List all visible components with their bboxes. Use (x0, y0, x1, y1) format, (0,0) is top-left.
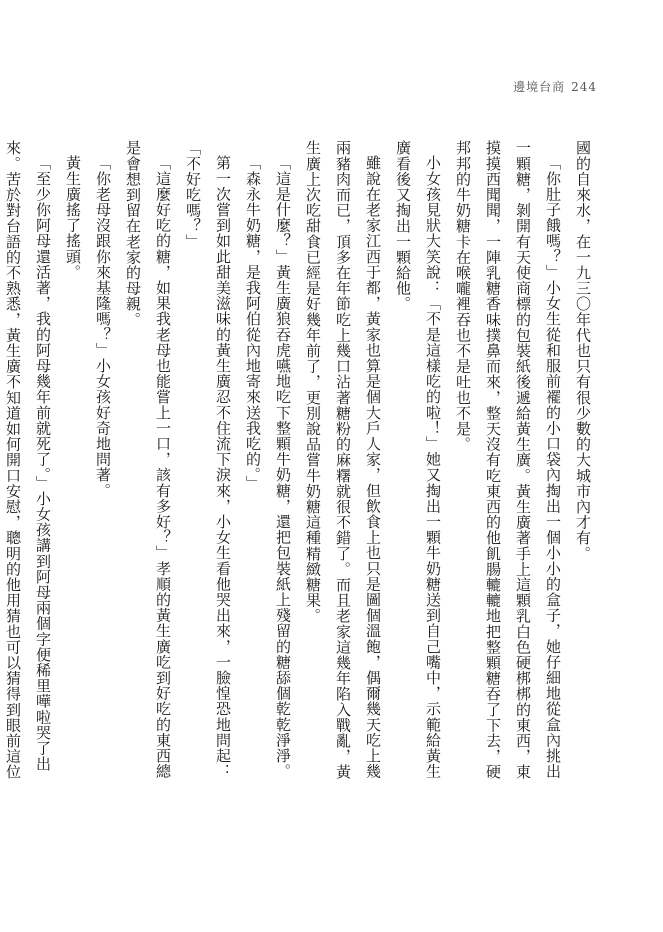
paragraph: 小女孩見狀大笑說：「不是這樣吃的啦！」她又掏出一顆牛奶糖送到自己嘴中，示範給黃生廣看後又掏出一顆給他。 (394, 140, 442, 779)
paragraph: 「這麼好吃的糖，如果我老母也能嘗上一口，該有多好？」孝順的黃生廣吃到好吃的東西總是會想到留在老家的母親。 (124, 140, 172, 779)
vertical-text-body (4, 140, 598, 780)
running-header (513, 78, 597, 95)
paragraph: 第一次嘗到如此甜美滋味的黃生廣忍不住流下淚來，小女生看他哭出來，一臉惶恐地問起：「不好吃嗎？」 (184, 140, 232, 779)
page-number: 244 (571, 80, 597, 94)
paragraph: 黃生廣搖了搖頭。 (64, 155, 82, 280)
paragraph: 雖說在老家江西于都，黃家也算是個大戶人家，但飲食上也只是圖個溫飽，偶爾幾天吃上幾兩豬肉而已，頂多在年節吃上幾口沾著糖粉的麻糬就很不錯了。而且老家這幾年陷入戰亂，黃生廣上次吃甜食已經是好幾年前了，更別說品嘗牛奶糖這種精緻糖果。 (304, 140, 382, 780)
paragraph: 「至少你阿母還活著，我的阿母幾年前就死了。」小女孩講到阿母兩個字便稀里嘩啦哭了出來。苦於對台語的不熟悉，黃生廣不知道如何開口安慰，聰明的他用猜也可以猜得到眼前這位 (4, 140, 52, 780)
paragraph: 「森永牛奶糖，是我阿伯從內地寄來送我吃的。」 (244, 155, 262, 491)
paragraph: 「你肚子餓嗎？」小女生從和服前襬的小口袋內掏出一個小小的盒子，她仔細地從盒內挑出一顆糖，剝開有天使商標的包裝紙後遞給黃生廣。黃生廣著手上這顆乳白色硬梆梆的東西，東摸摸西聞聞，一陣乳糖香味撲鼻而來，整天沒有吃東西的他飢腸轆轆地把整顆糖吞了下去，硬邦邦的牛奶糖卡在喉嚨裡吞也不是吐也不是。 (454, 140, 562, 780)
paragraph: 國的自來水，在一九三〇年代也只有很少數的大城市內才有。 (574, 140, 592, 562)
book-title: 邊境台商 (513, 80, 566, 94)
paragraph: 「你老母沒跟你來基隆嗎？」小女孩好奇地問著。 (94, 155, 112, 499)
paragraph: 「這是什麼？」黃生廣狼吞虎嚥地吃下整顆牛奶糖，還把包裝紙上殘留的糖舔個乾乾淨淨。 (274, 155, 292, 779)
